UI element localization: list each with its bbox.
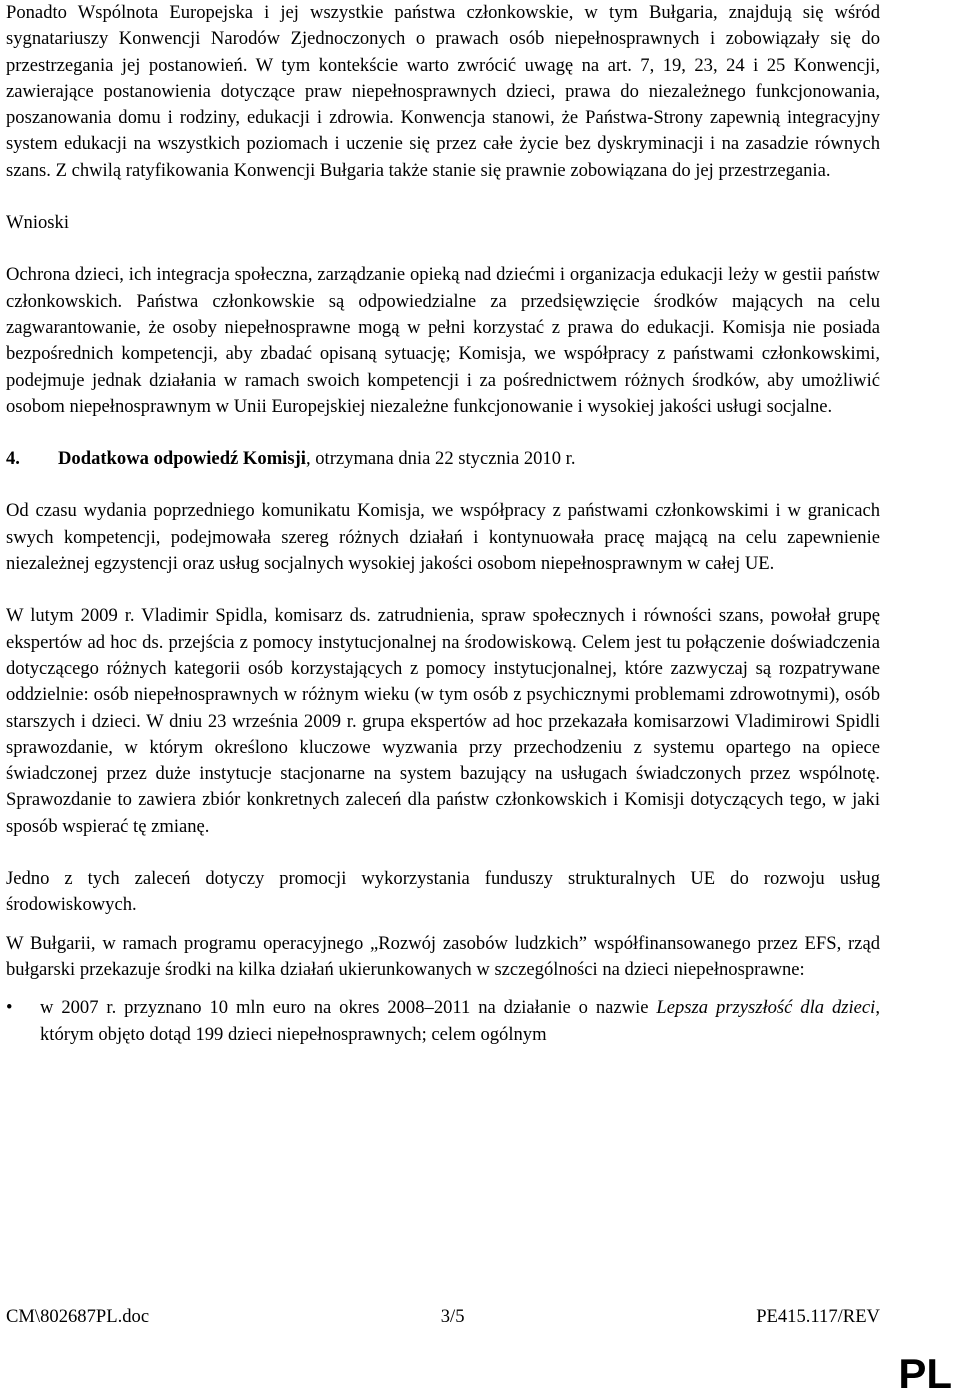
heading-conclusions: Wnioski	[6, 212, 70, 234]
bullet-text-after: , którym objęto dotąd 199 dzieci niepełnosprawnych; celem ogólnym	[40, 997, 880, 1045]
paragraph-recommendation: Jedno z tych zaleceń dotyczy promocji wykorzystania funduszy strukturalnych UE do rozwoju usług środowiskowych.	[6, 868, 880, 916]
paragraph-child-protection: Ochrona dzieci, ich integracja społeczna, zarządzanie opieką nad dziećmi i organizacja edukacji leży w gestii państw członkowskich. Państwa członkowskie są odpowiedzialne za przedsięwzięcie środków mających na celu zagwarantowanie, że osoby niepełnosprawne mogą w pełni korzystać z prawa do edukacji. Komisja nie posiada bezpośrednich kompetencji, aby zbadać opisaną sytuację; Komisja, we współpracy z państwami członkowskimi, podejmuje jednak działania w ramach swoich kompetencji i za pośrednictwem różnych środków, aby umożliwić osobom niepełnosprawnym w Unii Europejskiej niezależne funkcjonowanie i wysokiej jakości usługi socjalne.	[6, 264, 880, 417]
bullet-text-before: w 2007 r. przyznano 10 mln euro na okres 2008–2011 na działanie o nazwie	[40, 997, 657, 1019]
section-number: 4.	[6, 448, 20, 470]
section-title-rest: , otrzymana dnia 22 stycznia 2010 r.	[305, 448, 576, 470]
section-heading-4	[6, 446, 880, 472]
footer-pe-ref: PE415.117/REV	[756, 1306, 880, 1327]
footer-doc-ref: CM\802687PL.doc	[6, 1306, 150, 1327]
section-title-bold: Dodatkowa odpowiedź Komisji	[58, 448, 306, 470]
paragraph-convention: Ponadto Wspólnota Europejska i jej wszystkie państwa członkowskie, w tym Bułgaria, znajdują się wśród sygnatariuszy Konwencji Narodów Zjednoczonych o prawach osób niepełnosprawnych i zobowiązały się do przestrzegania jej postanowień. W tym kontekście warto zwrócić uwagę na art. 7, 19, 23, 24 i 25 Konwencji, zawierające postanowienia dotyczące praw niepełnosprawnych dzieci, prawa do niezależnego funkcjonowania, poszanowania domu i rodziny, edukacji i zdrowia. Konwencja stanowi, że Państwa-Strony zapewnią integracyjny system edukacji na wszystkich poziomach i uczenie się przez całe życie bez dyskryminacji i na zasadzie równych szans. Z chwilą ratyfikowania Konwencji Bułgaria także stanie się prawnie zobowiązana do jej przestrzegania.	[6, 2, 880, 181]
language-code: PL	[898, 1350, 952, 1397]
footer-page-number: 3/5	[440, 1306, 465, 1327]
list-item	[6, 995, 880, 1048]
page-footer	[6, 1306, 880, 1328]
bullet-text-italic: Lepsza przyszłość dla dzieci	[656, 997, 876, 1019]
bullet-icon: •	[6, 997, 13, 1019]
paragraph-commission-actions: Od czasu wydania poprzedniego komunikatu Komisja, we współpracy z państwami członkowskimi i w granicach swych kompetencji, podejmowała szereg różnych działań i kontynuowała pracę mającą na celu zapewnienie niezależnej egzystencji oraz usług socjalnych wysokiej jakości osobom niepełnosprawnym w całej UE.	[6, 500, 880, 575]
paragraph-expert-group: W lutym 2009 r. Vladimir Spidla, komisarz ds. zatrudnienia, spraw społecznych i równości szans, powołał grupę ekspertów ad hoc ds. przejścia z pomocy instytucjonalnej na środowiskową. Celem jest tu połączenie doświadczenia dotyczącego różnych kategorii osób korzystających z pomocy instytucjonalnej, które zazwyczaj są rozpatrywane oddzielnie: osób niepełnosprawnych w różnym wieku (w tym osób z psychicznymi problemami zdrowotnymi), osób starszych i dzieci. W dniu 23 września 2009 r. grupa ekspertów ad hoc przekazała komisarzowi Vladimirowi Spidli sprawozdanie, w którym określono kluczowe wyzwania przy przechodzeniu z systemu opartego na opiece świadczonej przez duże instytucje stacjonarne na system bazujący na usługach świadczonych przez wspólnotę. Sprawozdanie to zawiera zbiór konkretnych zaleceń dla państw członkowskich i Komisji dotyczących tego, w jaki sposób wspierać tę zmianę.	[6, 605, 880, 837]
paragraph-bulgaria: W Bułgarii, w ramach programu operacyjnego „Rozwój zasobów ludzkich” współfinansowanego przez EFS, rząd bułgarski przekazuje środki na kilka działań ukierunkowanych w szczególności na dzieci niepełnosprawne:	[6, 932, 880, 980]
document-body	[6, 0, 880, 1048]
